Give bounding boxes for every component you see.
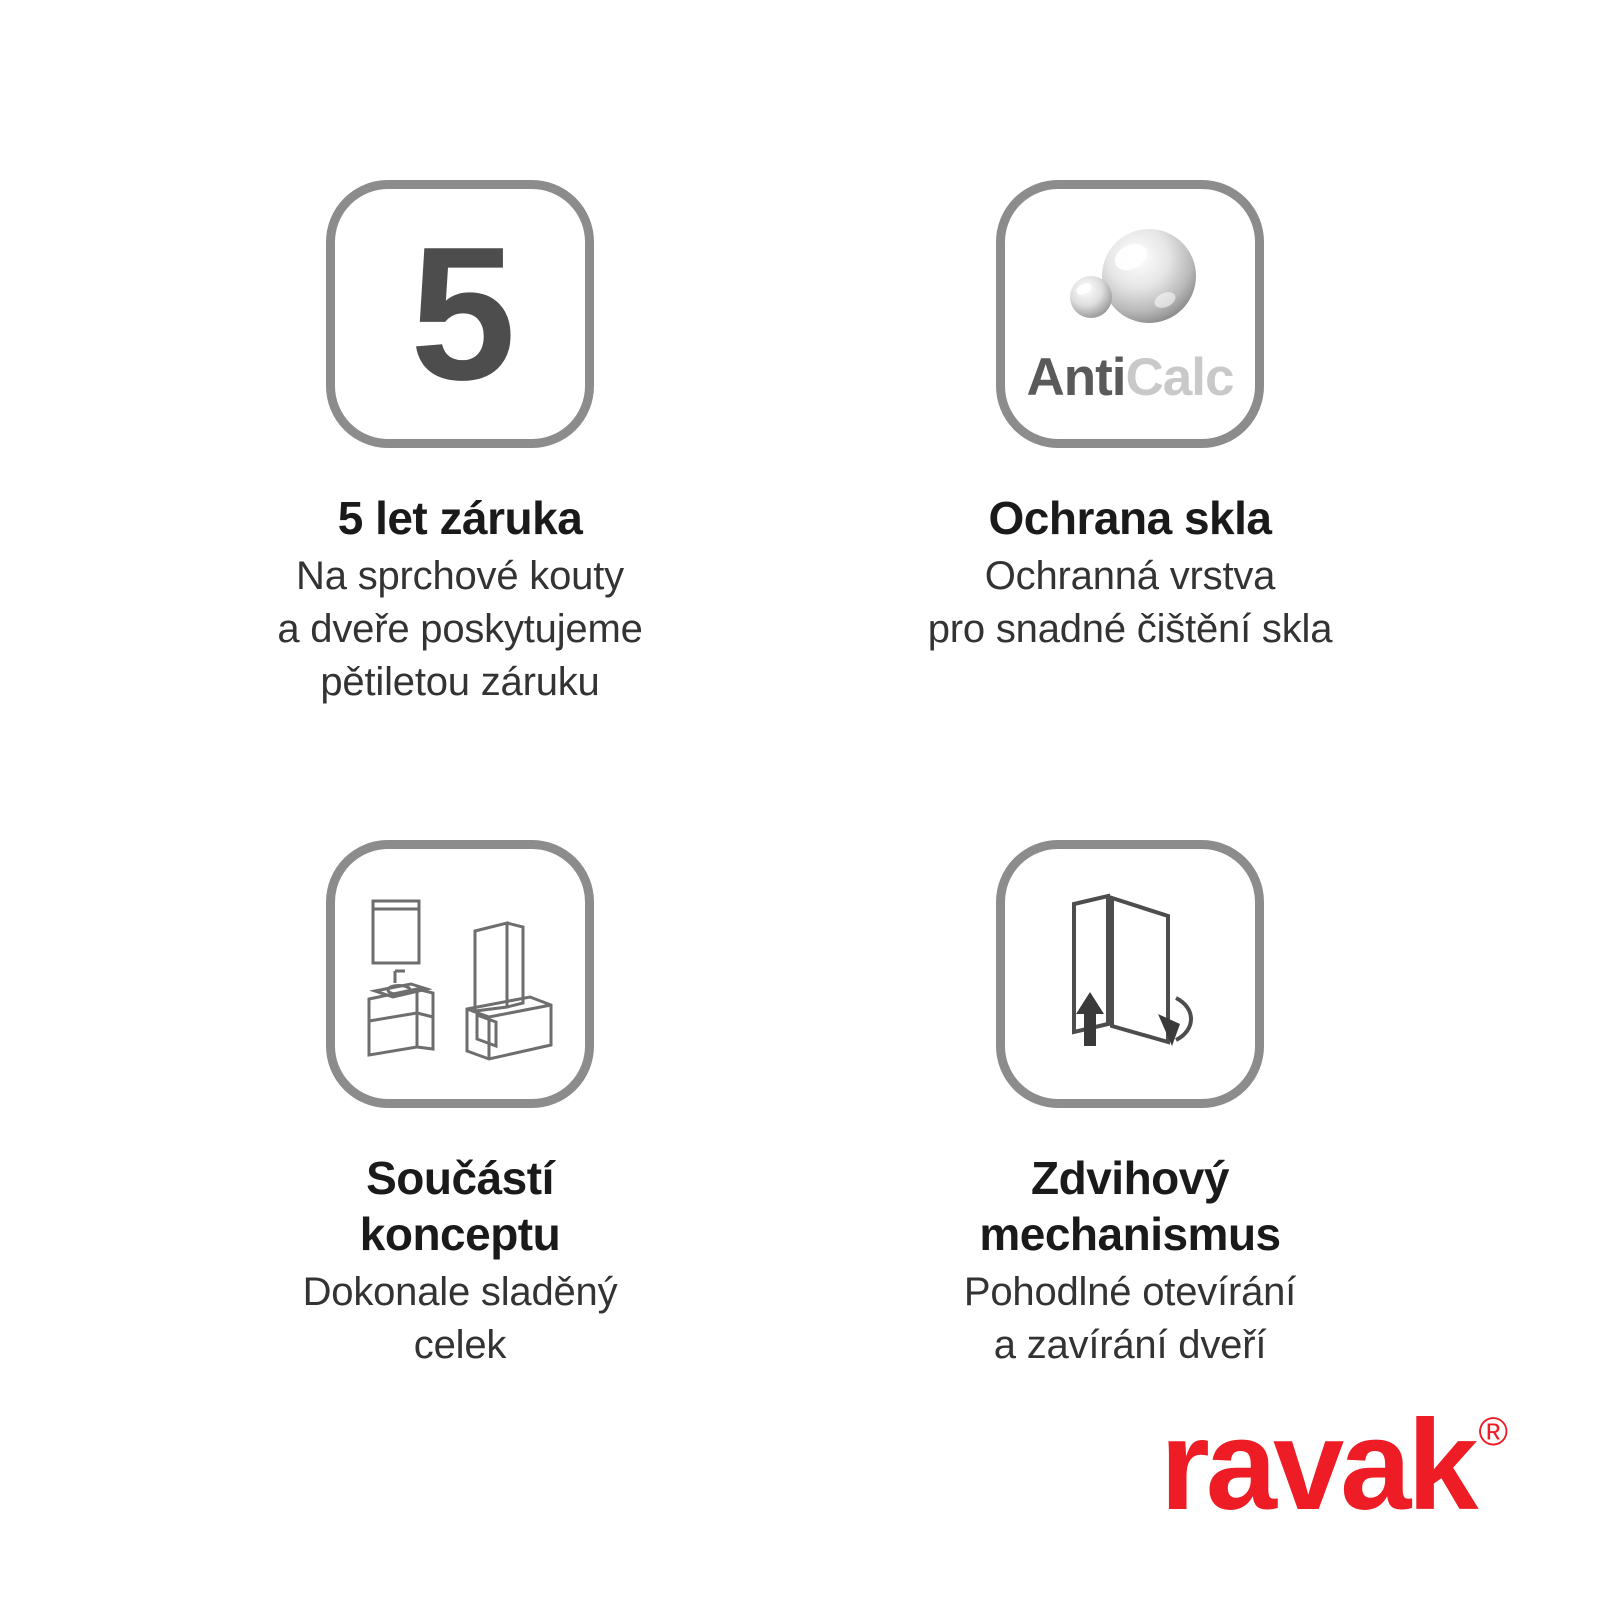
bathroom-furniture-icon: [326, 840, 594, 1108]
feature-title: 5 let záruka: [337, 492, 583, 544]
anticalc-droplet-icon: [996, 180, 1264, 448]
bathroom-set-illustration: [355, 879, 565, 1069]
number-five-glyph: 5: [410, 208, 510, 420]
number-five-icon: [326, 180, 594, 448]
anticalc-label: [1027, 347, 1234, 408]
feature-description: Pohodlné otevírání a zavírání dveří: [963, 1269, 1297, 1368]
anticalc-label-anti: Anti: [1026, 347, 1126, 407]
feature-title: Součástí konceptu: [359, 1151, 561, 1260]
lift-mechanism-door-icon: [996, 840, 1264, 1108]
anticalc-label-calc: Calc: [1125, 347, 1234, 407]
feature-card-glass-protection: [800, 0, 1600, 710]
registered-trademark-icon: ®: [1478, 1410, 1508, 1454]
feature-card-lift-mechanism: [800, 710, 1600, 1373]
feature-card-warranty: [0, 0, 800, 710]
feature-card-concept: [0, 710, 800, 1373]
feature-title: Ochrana skla: [988, 492, 1272, 544]
water-droplet-icon: [1030, 221, 1230, 341]
door-lift-illustration: [1030, 874, 1230, 1074]
feature-description: Ochranná vrstva pro snadné čištění skla: [927, 554, 1333, 652]
brand-name: ravak: [1159, 1394, 1475, 1537]
feature-description: Dokonale sladěný celek: [302, 1269, 618, 1368]
up-arrow-icon: [1076, 992, 1104, 1046]
brand-logo: [1159, 1394, 1508, 1537]
feature-title: Zdvihový mechanismus: [979, 1151, 1281, 1260]
feature-description: Na sprchové kouty a dveře poskytujeme pětiletou záruku: [277, 554, 643, 705]
